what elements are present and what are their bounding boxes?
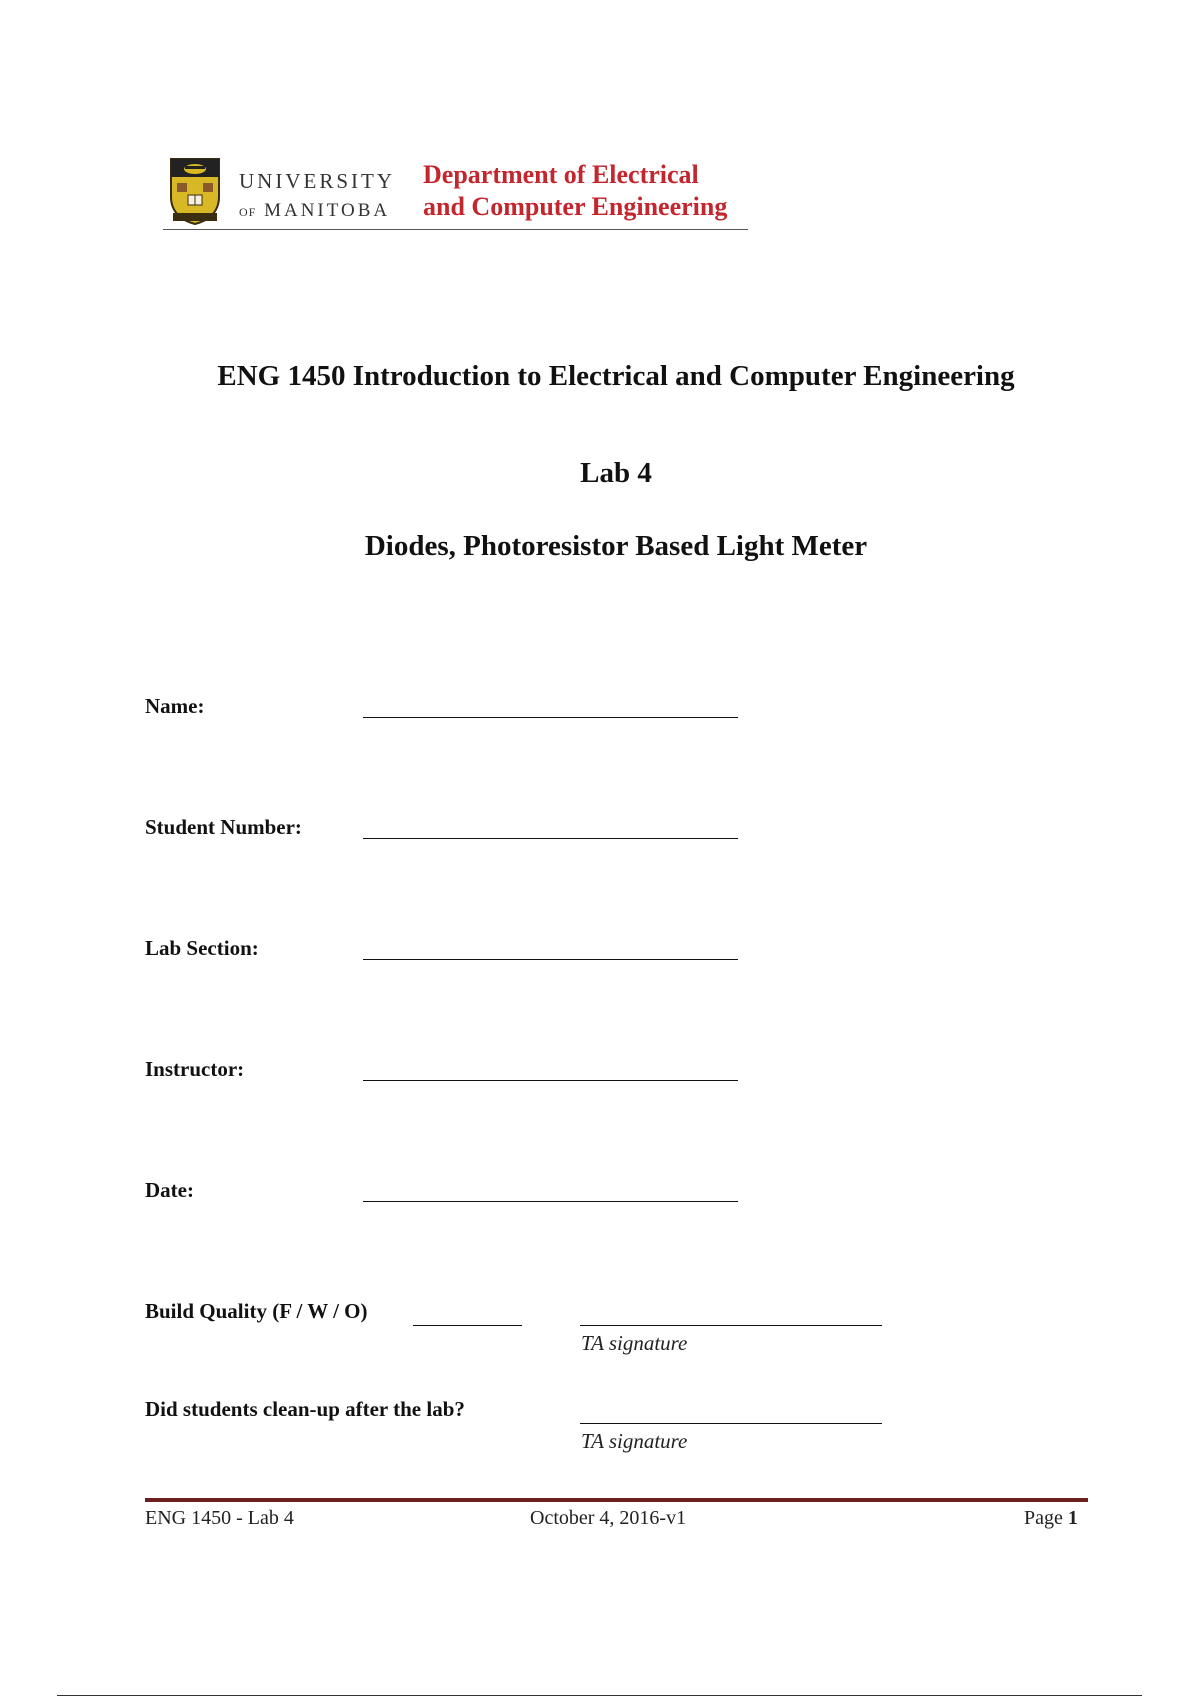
footer-course-lab: ENG 1450 - Lab 4: [145, 1507, 294, 1529]
footer-page-prefix: Page: [1024, 1507, 1063, 1529]
student-number-blank-line[interactable]: [363, 838, 738, 839]
footer-date-version: October 4, 2016-v1: [530, 1507, 687, 1529]
date-field: [145, 1178, 745, 1208]
cleanup-ta-signature-caption: TA signature: [581, 1429, 688, 1453]
build-ta-signature-line[interactable]: [580, 1325, 882, 1326]
build-quality-blank-line[interactable]: [413, 1325, 522, 1326]
instructor-blank-line[interactable]: [363, 1080, 738, 1081]
build-ta-signature-caption: TA signature: [581, 1331, 688, 1355]
lab-section-blank-line[interactable]: [363, 959, 738, 960]
date-label: Date:: [145, 1178, 194, 1202]
footer-rule: [145, 1498, 1088, 1502]
department-line2: and Computer Engineering: [423, 192, 728, 221]
university-manitoba-word: MANITOBA: [264, 200, 391, 221]
student-number-field: [145, 815, 745, 845]
lab-subtitle: Diodes, Photoresistor Based Light Meter: [364, 530, 868, 562]
footer-page-number: [1024, 1507, 1078, 1530]
lab-section-field: [145, 936, 745, 966]
university-name-line1: UNIVERSITY: [239, 169, 395, 193]
date-blank-line[interactable]: [363, 1201, 738, 1202]
footer-page-value: 1: [1067, 1507, 1078, 1529]
department-name: [423, 159, 727, 223]
university-of-word: OF: [239, 205, 257, 219]
page-bottom-divider: [57, 1695, 1142, 1696]
university-name-line2: [239, 196, 395, 227]
instructor-label: Instructor:: [145, 1057, 245, 1081]
student-number-label: Student Number:: [145, 815, 302, 839]
course-title: ENG 1450 Introduction to Electrical and Computer Engineering: [217, 360, 1015, 392]
logo-underline: [163, 229, 748, 230]
name-blank-line[interactable]: [363, 717, 738, 718]
instructor-field: [145, 1057, 745, 1087]
university-name: [239, 167, 395, 227]
cleanup-question-label: Did students clean-up after the lab?: [145, 1397, 465, 1421]
cleanup-ta-signature-line[interactable]: [580, 1423, 882, 1424]
name-field: [145, 694, 745, 724]
department-line1: Department of Electrical: [423, 160, 699, 189]
lab-section-label: Lab Section:: [145, 936, 259, 960]
university-logo-header: [163, 155, 748, 231]
lab-number-title: Lab 4: [580, 457, 652, 489]
build-quality-label: Build Quality (F / W / O): [145, 1299, 368, 1323]
university-crest-icon: [169, 157, 221, 225]
name-label: Name:: [145, 694, 205, 718]
